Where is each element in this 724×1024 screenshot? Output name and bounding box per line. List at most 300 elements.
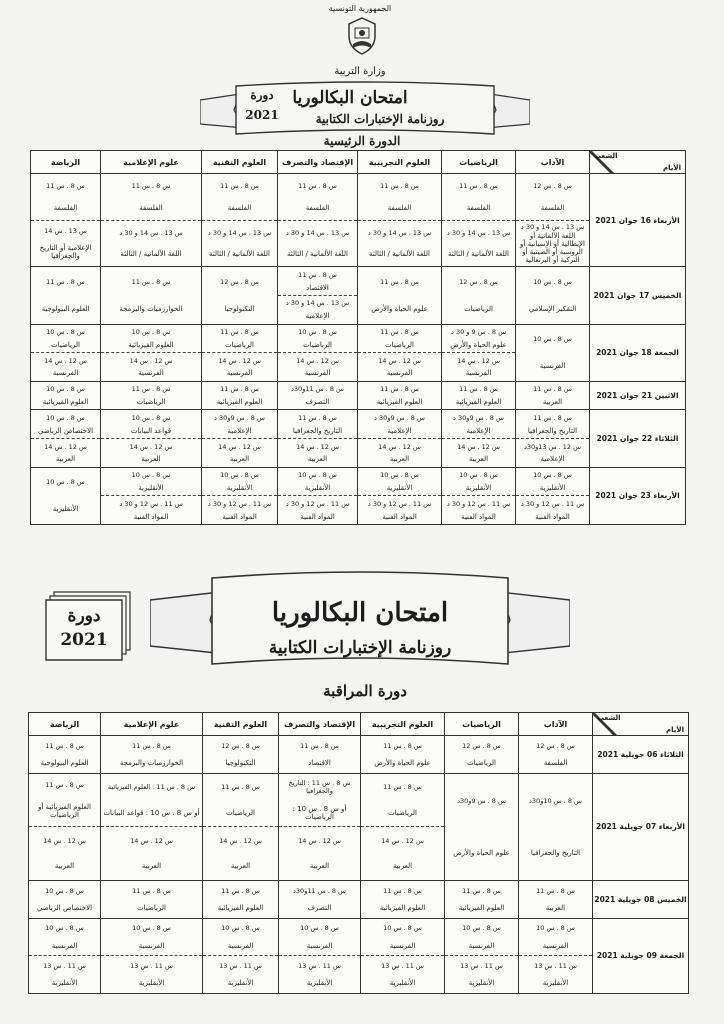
exam-slot bbox=[519, 955, 592, 993]
exam-slot bbox=[278, 382, 357, 410]
exam-subject: الخوارزميات والبرمجة bbox=[119, 305, 183, 314]
exam-cell bbox=[516, 174, 590, 267]
exam-time: س 12 . س 14 bbox=[129, 356, 173, 365]
cell-content bbox=[358, 325, 441, 381]
exam-subject: الفلسفة bbox=[305, 203, 330, 212]
exam-slot bbox=[101, 220, 201, 267]
exam-slot bbox=[442, 174, 515, 220]
exam-cell bbox=[516, 324, 590, 381]
column-header: الرياضة bbox=[29, 713, 101, 736]
exam-cell bbox=[358, 410, 442, 467]
exam-slot bbox=[202, 438, 277, 467]
exam-time: س 11 . س 12 و 30 د bbox=[207, 499, 272, 508]
exam-cell bbox=[278, 410, 358, 467]
exam-time: س 8 . س 10 bbox=[536, 924, 575, 933]
exam-subject: اللغة الألمانية / الثالثة bbox=[120, 250, 182, 259]
exam-subject: الرياضيات bbox=[303, 340, 332, 349]
exam-time: س 8 . س 11 bbox=[383, 741, 422, 750]
exam-subject: العربية bbox=[229, 455, 250, 464]
exam-time: س 8 . س 10 bbox=[46, 385, 85, 394]
exam-subject: العربية bbox=[230, 862, 251, 871]
exam-cell bbox=[203, 736, 279, 774]
column-header: الآداب bbox=[519, 713, 593, 736]
exam-time: س 12 . س 14 bbox=[43, 836, 86, 845]
exam-slot bbox=[442, 352, 515, 381]
exam-slot bbox=[31, 174, 100, 220]
exam-cell bbox=[202, 267, 278, 324]
exam-cell bbox=[203, 918, 279, 993]
cell-content bbox=[519, 774, 592, 880]
exam-cell bbox=[202, 410, 278, 467]
exam-time: س 8 . س 11 bbox=[459, 181, 498, 190]
exam-time: س 13 . س 14 و 30 د bbox=[207, 228, 272, 237]
exam-time: س 8 . س 12 bbox=[220, 277, 259, 286]
exam-subject: الخوارزميات والبرمجة bbox=[119, 759, 184, 768]
exam-slot bbox=[278, 220, 357, 267]
cell-content bbox=[279, 736, 360, 773]
exam-slot bbox=[358, 174, 441, 220]
exam-subject: الفلسفة bbox=[387, 203, 412, 212]
exam-time: س 8 . س 11 bbox=[536, 886, 575, 895]
exam-slot bbox=[442, 220, 515, 267]
exam-time: س 12 . س 14 bbox=[457, 356, 500, 365]
exam-subject: الأنقليزية bbox=[138, 483, 164, 492]
exam-time: س 12 . س 13و30د bbox=[523, 442, 582, 451]
exam-subject: التاريخ والجغرافيا bbox=[292, 426, 343, 435]
cell-content bbox=[358, 468, 441, 524]
exam-slot bbox=[361, 774, 444, 827]
exam-slot bbox=[279, 919, 360, 956]
exam-subject: المواد الفنية bbox=[133, 512, 169, 521]
exam-slot bbox=[358, 468, 441, 496]
exam-slot bbox=[516, 382, 589, 410]
exam-subject: الأنقليزية bbox=[386, 483, 413, 492]
exam-subject: العربية bbox=[392, 862, 413, 871]
exam-slot bbox=[202, 382, 277, 410]
day-cell: الخميس 08 جويلية 2021 bbox=[593, 880, 689, 918]
exam-time: س 8 . س 11 bbox=[383, 886, 422, 895]
exam-slot bbox=[519, 919, 592, 956]
exam-time: س 11 . س 13 bbox=[130, 961, 173, 970]
cell-content bbox=[445, 774, 518, 880]
exam-time: س 8 . س 10 bbox=[45, 886, 84, 895]
cell-content bbox=[31, 382, 100, 410]
exam-slot bbox=[278, 438, 357, 467]
exam-time: س 12 . س 14 bbox=[129, 442, 173, 451]
exam-subject: العلوم البيولوجية bbox=[40, 759, 89, 768]
cell-content bbox=[519, 736, 592, 773]
exam-cell bbox=[101, 324, 202, 381]
exam-time: س 11 . س 12 و 30 د bbox=[367, 499, 432, 508]
exam-slot bbox=[202, 174, 277, 220]
cell-content bbox=[516, 325, 589, 381]
exam-subject: الفرنسية bbox=[51, 941, 78, 950]
banner-bottom bbox=[150, 570, 570, 678]
exam-slot bbox=[358, 220, 441, 267]
exam-subject: الفلسفة bbox=[540, 203, 565, 212]
exam-time: س 12 . س 14 bbox=[296, 356, 339, 365]
exam-slot bbox=[202, 495, 277, 524]
exam-subject: الفرنسية bbox=[138, 369, 164, 378]
exam-cell bbox=[445, 773, 519, 880]
exam-slot bbox=[31, 468, 100, 524]
exam-time: س 8 . س 11 bbox=[533, 413, 572, 422]
cell-content bbox=[358, 382, 441, 410]
exam-subject: اللغة الألمانية / الثالثة bbox=[369, 250, 430, 259]
exam-slot bbox=[31, 325, 100, 353]
exam-subject: العلوم الفيزيائية أو الرياضيات bbox=[38, 802, 91, 819]
exam-slot bbox=[516, 438, 589, 467]
exam-time: س 13 . س 14 و 30 د bbox=[520, 222, 585, 231]
exam-subject: التكنولوجيا bbox=[225, 759, 256, 768]
exam-subject: الإعلامية bbox=[540, 455, 565, 464]
cell-content bbox=[101, 410, 201, 466]
exam-time: س 8 . س 10 bbox=[221, 924, 260, 933]
exam-slot bbox=[279, 881, 360, 918]
exam-subject: الرياضيات bbox=[137, 903, 166, 912]
exam-subject: التفكير الإسلامي bbox=[528, 305, 577, 314]
exam-subject: المواد الفنية bbox=[461, 512, 496, 521]
cell-content bbox=[278, 382, 357, 410]
exam-title: امتحان البكالوريا bbox=[271, 598, 449, 628]
exam-slot bbox=[519, 736, 592, 773]
control-session-table bbox=[28, 712, 689, 994]
exam-subject: الإعلامية bbox=[227, 426, 252, 435]
exam-slot bbox=[358, 267, 441, 323]
exam-time: س 11 . س 13 bbox=[298, 961, 341, 970]
exam-time: س 8 . س 12 bbox=[221, 741, 260, 750]
exam-subject: العربية bbox=[542, 398, 563, 407]
exam-subject: العربية bbox=[468, 455, 489, 464]
exam-time: س 8 . س 10 bbox=[533, 277, 572, 286]
exam-subject: اللغة الألمانية / الثالثة bbox=[209, 250, 270, 259]
exam-slot bbox=[29, 919, 100, 956]
exam-slot bbox=[445, 774, 518, 880]
exam-slot bbox=[278, 468, 357, 496]
exam-subject: الأنقليزية bbox=[51, 979, 78, 988]
exam-subject: الأنقليزية bbox=[465, 483, 492, 492]
exam-time: س 8 . س 9و30 د bbox=[374, 413, 425, 422]
exam-slot bbox=[358, 495, 441, 524]
exam-cell bbox=[101, 410, 202, 467]
exam-slot bbox=[442, 325, 515, 353]
cell-content bbox=[31, 468, 100, 524]
exam-subject: الاقتصاد bbox=[306, 283, 329, 292]
exam-subject: الفرنسية bbox=[138, 941, 165, 950]
exam-cell bbox=[279, 736, 361, 774]
exam-subject: الفرنسية bbox=[52, 369, 79, 378]
exam-slot bbox=[101, 919, 202, 956]
exam-time: س 11 . س 12 و 30 د bbox=[446, 499, 511, 508]
banner-top bbox=[200, 80, 530, 142]
cell-content bbox=[101, 774, 202, 880]
table-row bbox=[31, 410, 686, 467]
exam-slot bbox=[278, 352, 357, 381]
exam-subject: الفلسفة bbox=[543, 759, 568, 768]
exam-slot bbox=[101, 267, 201, 323]
exam-time: س 8 . س 11 bbox=[380, 385, 419, 394]
exam-cell bbox=[361, 773, 445, 880]
exam-time: س 8 . س 11 bbox=[533, 385, 572, 394]
exam-subject: اللغة الألمانية / الثالثة bbox=[448, 250, 509, 259]
exam-time: س 8 . س 10 bbox=[383, 924, 422, 933]
exam-time: س 12 . س 14 bbox=[378, 356, 421, 365]
exam-time: س 8 . س 10 bbox=[533, 471, 572, 480]
day-cell: الثلاثاء 06 جويلية 2021 bbox=[593, 736, 689, 774]
day-cell: الاثنين 21 جوان 2021 bbox=[590, 381, 686, 410]
cell-content bbox=[278, 174, 357, 266]
corner-label-days: الأيام bbox=[666, 726, 684, 734]
exam-time: س 8 . س 10 bbox=[459, 471, 498, 480]
exam-time: س 8 . س 10 bbox=[298, 328, 337, 337]
exam-subject: العربية bbox=[545, 903, 566, 912]
exam-time: س 12 . س 14 bbox=[44, 356, 87, 365]
exam-subject: الأنقليزية bbox=[52, 505, 79, 514]
exam-subject: الأنقليزية bbox=[138, 979, 165, 988]
cell-content bbox=[29, 919, 100, 993]
exam-subject: المواد الفنية bbox=[382, 512, 417, 521]
exam-slot bbox=[31, 220, 100, 267]
exam-slot bbox=[101, 826, 202, 880]
exam-time: س 8 . س 12 bbox=[459, 277, 498, 286]
day-cell: الأربعاء 07 جويلية 2021 bbox=[593, 773, 689, 880]
exam-cell bbox=[202, 174, 278, 267]
exam-slot bbox=[358, 325, 441, 353]
table-row bbox=[31, 324, 686, 381]
column-header: العلوم التقنية bbox=[203, 713, 279, 736]
exam-time: س 11 . س 13 bbox=[381, 961, 424, 970]
exam-time: س 13 . س 14 و 30 د bbox=[367, 228, 432, 237]
exam-slot bbox=[101, 382, 201, 410]
cell-content bbox=[31, 174, 100, 266]
exam-time: س 8 . س 11 bbox=[131, 181, 171, 190]
exam-slot bbox=[29, 955, 100, 993]
ministry-emblem-icon bbox=[345, 16, 379, 56]
exam-subject: المواد الفنية bbox=[222, 512, 257, 521]
exam-cell bbox=[29, 918, 101, 993]
exam-slot bbox=[278, 267, 357, 295]
exam-cell bbox=[442, 381, 516, 410]
exam-time: س 11 . س 12 و 30 د bbox=[285, 499, 350, 508]
exam-slot bbox=[516, 325, 589, 381]
exam-slot bbox=[279, 826, 360, 880]
exam-slot bbox=[31, 410, 100, 438]
exam-cell bbox=[278, 381, 358, 410]
cell-content bbox=[361, 919, 444, 993]
exam-time: س 8 . س 11 bbox=[380, 328, 419, 337]
exam-cell bbox=[31, 324, 101, 381]
exam-time: س 8 . س 11و30د bbox=[293, 886, 346, 895]
exam-cell bbox=[442, 174, 516, 267]
exam-subject: الأنقليزية bbox=[389, 979, 416, 988]
exam-cell bbox=[516, 381, 590, 410]
cell-content bbox=[278, 410, 357, 466]
exam-cell bbox=[203, 773, 279, 880]
exam-subject: الاختصاص الرياضي bbox=[37, 426, 94, 435]
cell-content bbox=[203, 919, 278, 993]
exam-time: س 8 . س 11 bbox=[132, 886, 171, 895]
exam-time: س 8 . س 10 bbox=[298, 471, 337, 480]
cell-content bbox=[202, 174, 277, 266]
exam-cell bbox=[361, 918, 445, 993]
exam-cell bbox=[358, 324, 442, 381]
cell-content bbox=[361, 736, 444, 773]
exam-slot bbox=[29, 881, 100, 918]
exam-time: س 8 . س 11 bbox=[46, 277, 85, 286]
cell-content bbox=[442, 382, 515, 410]
republic-label: الجمهورية التونسية bbox=[328, 4, 392, 13]
exam-slot bbox=[516, 174, 589, 220]
exam-slot bbox=[358, 410, 441, 438]
exam-slot bbox=[31, 352, 100, 381]
exam-subject: أو س 8 . س 10 : الرياضيات bbox=[292, 804, 347, 821]
exam-time: س 8 . س 11 bbox=[131, 385, 171, 394]
exam-slot bbox=[279, 736, 360, 773]
exam-cell bbox=[442, 467, 516, 524]
year-label: 2021 bbox=[60, 630, 108, 650]
exam-subject: علوم الحياة والأرض bbox=[450, 340, 507, 349]
exam-time: س 8 . س 11 bbox=[45, 741, 84, 750]
exam-slot bbox=[358, 438, 441, 467]
exam-subject: المواد الفنية bbox=[535, 512, 570, 521]
exam-time: س 8 . س 10 bbox=[462, 924, 501, 933]
cell-content bbox=[31, 267, 100, 323]
exam-time: س 8 . س 10 bbox=[131, 471, 171, 480]
cell-content bbox=[29, 774, 100, 880]
exam-cell bbox=[516, 410, 590, 467]
page-header bbox=[0, 4, 724, 84]
exam-subject: قواعد البيانات bbox=[130, 426, 172, 435]
exam-subject: المواد الفنية bbox=[300, 512, 335, 521]
exam-subject: الاقتصاد bbox=[308, 759, 331, 768]
exam-cell bbox=[361, 736, 445, 774]
exam-slot bbox=[445, 736, 518, 773]
exam-slot bbox=[101, 955, 202, 993]
exam-time: س 8 . س 9و30 د bbox=[453, 413, 504, 422]
exam-time: س 8 . س 11 : التاريخ والجغرافيا bbox=[288, 779, 351, 796]
exam-time: س 13 . س 14 و 30 د bbox=[446, 228, 511, 237]
exam-subject: الفلسفة bbox=[466, 203, 491, 212]
exam-subject: اللغة الألمانية / الثالثة bbox=[287, 250, 348, 259]
exam-time: س 8 . س 11 : العلوم الفيزيائية bbox=[107, 783, 196, 792]
exam-subject: العلوم الفيزيائية bbox=[376, 398, 423, 407]
exam-cell bbox=[202, 324, 278, 381]
year-badge bbox=[44, 590, 136, 662]
exam-cell bbox=[516, 467, 590, 524]
exam-slot bbox=[442, 495, 515, 524]
exam-time: س 11 . س 13 bbox=[460, 961, 503, 970]
exam-cell bbox=[358, 467, 442, 524]
exam-title: امتحان البكالوريا bbox=[292, 88, 408, 108]
exam-subject: الفرنسية bbox=[389, 941, 416, 950]
exam-cell bbox=[202, 467, 278, 524]
exam-time: س 8 . س 11 bbox=[221, 886, 260, 895]
exam-subject: الفرنسية bbox=[386, 369, 413, 378]
exam-slot bbox=[101, 174, 201, 220]
exam-subject: الأنقليزية bbox=[539, 483, 566, 492]
exam-cell bbox=[31, 410, 101, 467]
exam-slot bbox=[278, 295, 357, 324]
exam-subject: التاريخ والجغرافيا bbox=[527, 426, 578, 435]
exam-subject: الرياضيات bbox=[51, 340, 80, 349]
cell-content bbox=[358, 410, 441, 466]
cell-content bbox=[445, 919, 518, 993]
column-header: الرياضيات bbox=[445, 713, 519, 736]
exam-slot bbox=[358, 382, 441, 410]
column-header: علوم الإعلامية bbox=[101, 713, 203, 736]
exam-slot bbox=[29, 736, 100, 773]
exam-time: س 8 . س 10 bbox=[131, 413, 171, 422]
cell-content bbox=[278, 267, 357, 323]
cell-content bbox=[203, 881, 278, 918]
exam-cell bbox=[519, 918, 593, 993]
exam-subject: الإعلامية bbox=[387, 426, 412, 435]
exam-slot bbox=[101, 495, 201, 524]
exam-cell bbox=[101, 174, 202, 267]
exam-subject: الفرنسية bbox=[542, 941, 569, 950]
exam-time: س 13 . س 14 و 30 د bbox=[119, 228, 183, 237]
exam-subject: علوم الحياة والأرض bbox=[371, 305, 428, 314]
exam-subject: العلوم الفيزيائية bbox=[128, 340, 174, 349]
cell-content bbox=[101, 325, 201, 381]
exam-subject: العربية bbox=[307, 455, 328, 464]
exam-slot bbox=[203, 774, 278, 827]
exam-cell bbox=[519, 880, 593, 918]
exam-time: س 11 . س 13 bbox=[219, 961, 262, 970]
exam-slot bbox=[31, 267, 100, 323]
exam-slot bbox=[442, 410, 515, 438]
exam-slot bbox=[31, 438, 100, 467]
exam-subject: العلوم الفيزيائية bbox=[379, 903, 426, 912]
exam-slot bbox=[516, 495, 589, 524]
exam-slot bbox=[278, 495, 357, 524]
exam-subject: الإعلامية أو التاريخ والجغرافيا bbox=[39, 244, 92, 261]
exam-time: س 8 . س 11 bbox=[298, 181, 337, 190]
exam-cell bbox=[278, 174, 358, 267]
exam-cell bbox=[278, 324, 358, 381]
corner-label-sections: الشعب bbox=[594, 152, 618, 160]
cell-content bbox=[101, 267, 201, 323]
badge-shape bbox=[44, 590, 136, 662]
exam-slot bbox=[101, 410, 201, 438]
cell-content bbox=[358, 267, 441, 323]
exam-slot bbox=[519, 881, 592, 918]
cell-content bbox=[278, 468, 357, 524]
cell-content bbox=[101, 468, 201, 524]
exam-slot bbox=[358, 352, 441, 381]
exam-subject: الرياضيات bbox=[464, 305, 493, 314]
exam-cell bbox=[361, 880, 445, 918]
exam-subject: الرياضيات bbox=[136, 398, 166, 407]
column-header: الإقتصاد والتصرف bbox=[278, 151, 358, 174]
exam-time: س 8 . س 11و30د bbox=[291, 385, 344, 394]
exam-cell bbox=[29, 736, 101, 774]
exam-time: س 8 . س 9 و 30 د bbox=[450, 328, 507, 337]
exam-time: س 11 . س 12 و 30 د bbox=[119, 499, 183, 508]
column-header: علوم الإعلامية bbox=[101, 151, 202, 174]
exam-cell bbox=[101, 773, 203, 880]
exam-cell bbox=[442, 267, 516, 324]
exam-time: س 8 . س 11 bbox=[380, 277, 419, 286]
exam-subject: العلوم الفيزيائية bbox=[455, 398, 502, 407]
cell-content bbox=[202, 325, 277, 381]
exam-time: س 12 . س 14 bbox=[378, 442, 421, 451]
corner-label-sections: الشعب bbox=[597, 714, 621, 722]
exam-time: س 8 . س 11 bbox=[300, 741, 339, 750]
exam-cell bbox=[445, 736, 519, 774]
exam-slot bbox=[516, 410, 589, 438]
exam-subject: التاريخ والجغرافيا bbox=[530, 848, 581, 857]
